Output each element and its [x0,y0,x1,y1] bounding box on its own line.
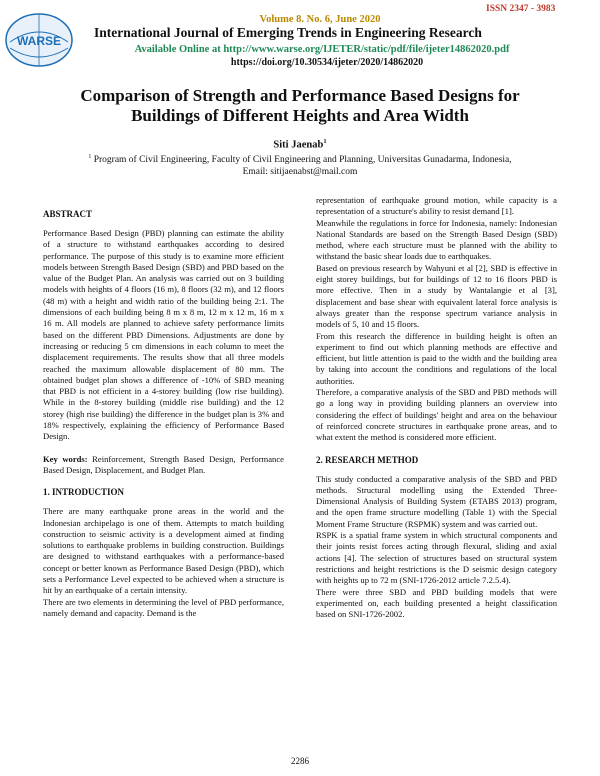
method-paragraph-2: RSPK is a spatial frame system in which structural components and their joints resist forces acting through flexural, sliding and axial actions [4]. The selection of structures based on structural system restrictions and height restrictions is the D seismic design category with heights up to 72 m (SNI-1726-2012 article 7.2.5.4). [316,530,557,586]
method-paragraph-1: This study conducted a comparative analysis of the SBD and PBD methods. Structural modelling using the Extended Three-Dimensional Analysis of Building System (ETABS 2013) program, and the open frame structure modelling (Table 1) with the Special Moment Frame Structure (RSPMK) system and was carried out. [316,473,557,529]
research-method-heading: 2. RESEARCH METHOD [316,454,419,465]
affiliation [40,151,560,178]
title-line-2: Buildings of Different Heights and Area Width [131,106,469,125]
intro-paragraph-6: From this research the difference in building height is often an experiment to find out which planning methods are effective and efficient, but little attention is paid to the width and the building area by taking into account the conditions and regulations of the local authorities. [316,330,557,386]
logo-text: WARSE [16,34,62,48]
author-email[interactable]: Email: sitijaenabst@mail.com [242,167,358,178]
intro-paragraph-7: Therefore, a comparative analysis of the SBD and PBD methods will go a long way in providing building planners an overview into considering the effect of buildings' height and area on the behaviour of reinforced concrete structures in earthquake prone areas, and to what extent the method is considered more efficient. [316,387,557,443]
author-line [0,138,600,151]
keywords [43,454,284,477]
keywords-text: Reinforcement, Strength Based Design, Performance Based Design, Displacement, and Budget Plan. [43,453,284,475]
page-number: 2286 [291,756,309,766]
intro-paragraph-1: There are many earthquake prone areas in the world and the Indonesian archipelago is one of them. Attempts to match building construction to seismic activity is a development aimed at finding solutions to earthquake problems in building construction. Buildings are designed to withstand earthquakes with a performance-based concept or better known as Performance Based Design (PBD), which sets a Performance Level expected to be achieved when a structure is hit by an earthquake of a certain intensity. [43,506,284,596]
paper-title [40,86,560,126]
right-column [316,195,557,620]
intro-paragraph-4: Meanwhile the regulations in force for Indonesia, namely: Indonesian National Standards are based on the Strength Based Design (SBD) method, where each structure must be planned with the ability to withstand the basic shear loads due to earthquakes. [316,217,557,262]
title-line-1: Comparison of Strength and Performance Based Designs for [80,86,520,105]
intro-paragraph-2: There are two elements in determining the level of PBD performance, namely demand and capacity. Demand is the [43,596,284,618]
volume-issue: Volume 8. No. 6, June 2020 [259,14,381,25]
online-link[interactable]: Available Online at http://www.warse.org/IJETER/static/pdf/file/ijeter14862020.pdf [134,44,510,55]
intro-paragraph-3: representation of earthquake ground motion, while capacity is a representation of a structure's ability to resist demand [1]. [316,195,557,217]
keywords-label: Key words: [43,453,88,464]
introduction-heading: 1. INTRODUCTION [43,487,125,498]
journal-name: International Journal of Emerging Trends in Engineering Research [94,25,482,40]
abstract-heading: ABSTRACT [43,209,93,219]
doi-link[interactable]: https://doi.org/10.30534/ijeter/2020/14862020 [230,57,424,68]
abstract-text: Performance Based Design (PBD) planning can estimate the ability of a structure to withstand earthquakes according to desired performance. The purpose of this study is to examine more efficient models between Strength Based Design (SBD) and PBD based on the value of the Budget Plan. An analysis was carried out on 3 building models with heights of 4 floors (16 m), 8 floors (32 m), and 12 floors (48 m) with a height and width ratio of the building being 2:1. The dimensions of each building being 8 m x 8 m, 12 m x 12 m, 16 m x 16 m. All models are planned to achieve safety performance limits based on the different PBD Dimensions. Adjustments are done by increasing or reducing 5 cm dimensions in each column to meet the displacement requirements. The results show that all three models reached the maximum allowable displacement of 80 mm. The obtained budget plan shows a difference of -10% of SBD meaning that PBD is not efficient in a 4-storey building (low rise building). While in the 8-storey building (middle rise building) and the 12 storey (high rise building) the difference in the budget plan is 3% and 18% respectively, explaining the efficiency of Performance Based Design. [43,228,284,442]
affiliation-mark: 1 [88,154,92,160]
intro-paragraph-5: Based on previous research by Wahyuni et al [2], SBD is effective in eight storey buildings, but for buildings of 12 to 16 floors PBD is more effective. Then in a study by Wantalangie et al [3], displacement and base shear with equivalent lateral force analysis is always greater than the response spectrum variance analysis in models of 5, 10 and 15 floors. [316,262,557,330]
issn-label: ISSN 2347 - 3983 [486,4,556,14]
author-name: Siti Jaenab [273,139,324,151]
left-column [43,209,284,619]
method-paragraph-3: There were three SBD and PBD building models that were experimented on, each building presented a height classification based on SNI-1726-2002. [316,586,557,620]
author-mark: 1 [323,138,327,145]
affiliation-text: Program of Civil Engineering, Faculty of Civil Engineering and Planning, Universitas Gunadarma, Indonesia, [91,155,512,166]
